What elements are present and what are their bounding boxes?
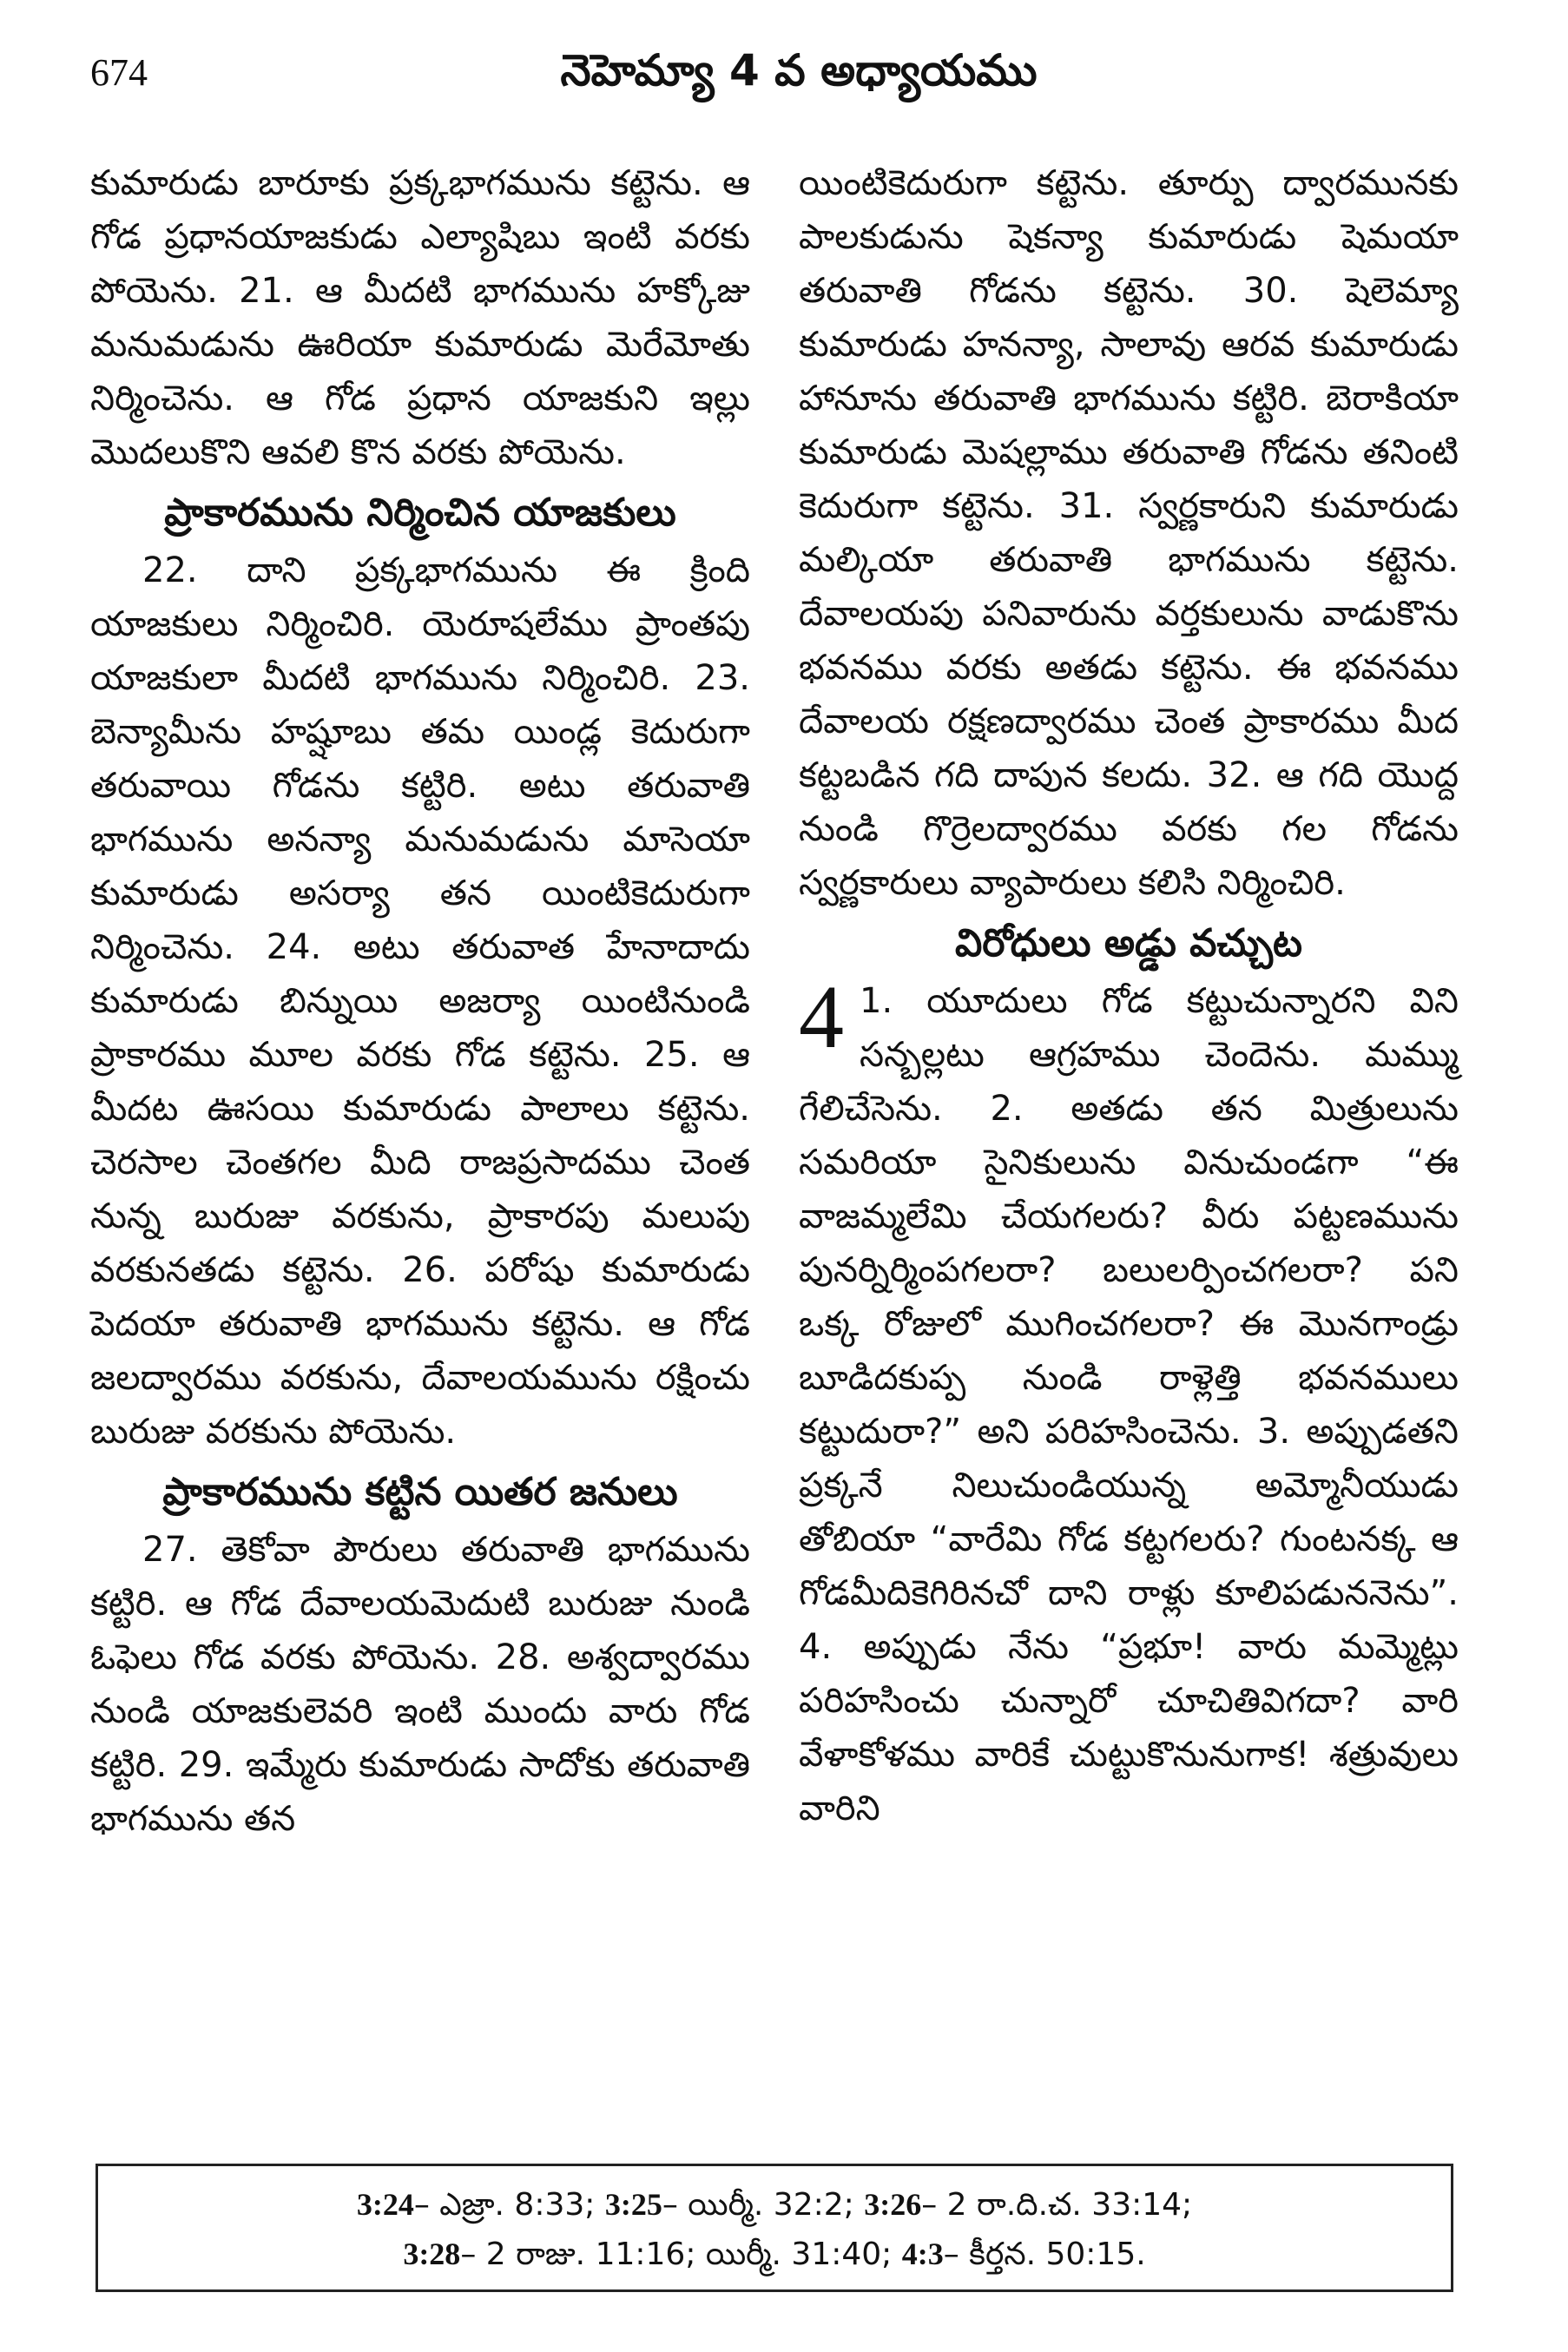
footnote-ref: 3:25	[604, 2187, 662, 2222]
right-paragraph-2: 1. యూదులు గోడ కట్టుచున్నారని విని సన్బల్లటు ఆగ్రహము చెందెను. మమ్ము గేలిచేసెను. 2. అతడు తన మిత్రులును సమరియా సైనికులును వినుచుండగా “ఈ వాజమ్మలేమి చేయగలరు? వీరు పట్టణమును పునర్నిర్మింపగలరా? బలులర్పించగలరా? పని ఒక్క రోజులో ముగించగలరా? ఈ మొనగాండ్రు బూడిదకుప్ప నుండి రాళ్లెత్తి భవనములు కట్టుదురా?” అని పరిహసించెను. 3. అప్పుడతని ప్రక్కనే నిలుచుండియున్న అమ్మోనీయుడు తోబియా “వారేమి గోడ కట్టగలరు? గుంటనక్క ఆ గోడమీదికెగిరినచో దాని రాళ్లు కూలిపడుననెను”. 4. అప్పుడు నేను “ప్రభూ! వారు మమ్మెట్లు పరిహసించు చున్నారో చూచితివిగదా? వారి వేళాకోళము వారికే చుట్టుకొనునుగాక! శత్రువులు వారిని	[799, 981, 1459, 1828]
footnote-box	[96, 2164, 1453, 2292]
footnote-text: – 2 రాజు. 11:16; యిర్మీ. 31:40;	[460, 2237, 902, 2272]
footnote-ref: 3:24	[356, 2187, 414, 2222]
footnote-ref: 3:28	[403, 2237, 461, 2271]
footnote-line-2	[115, 2230, 1433, 2279]
left-column	[90, 156, 750, 1846]
section-heading-other-builders: ప్రాకారమును కట్టిన యితర జనులు	[162, 1470, 678, 1514]
running-head: నెహెమ్యా 4 వ అధ్యాయము	[560, 45, 1038, 96]
footnote-text: – యిర్మీ. 32:2;	[662, 2187, 865, 2223]
footnote-ref: 3:26	[864, 2187, 922, 2222]
footnote-text: – కీర్తన. 50:15.	[943, 2237, 1146, 2272]
chapter-4-block	[799, 967, 1459, 1835]
page-number: 674	[90, 51, 148, 94]
section-heading-opposition: విరోధులు అడ్డు వచ్చుట	[955, 921, 1302, 965]
chapter-number: 4	[799, 967, 844, 1067]
right-paragraph-1: యింటికెదురుగా కట్టెను. తూర్పు ద్వారమునకు పాలకుడును షెకన్యా కుమారుడు షెమయా తరువాతి గోడను కట్టెను. 30. షెలెమ్యా కుమారుడు హనన్యా, సాలావు ఆరవ కుమారుడు హానూను తరువాతి భాగమును కట్టిరి. బెరాకియా కుమారుడు మెషల్లాము తరువాతి గోడను తనింటి కెదురుగా కట్టెను. 31. స్వర్ణకారుని కుమారుడు మల్కియా తరువాతి భాగమును కట్టెను. దేవాలయపు పనివారును వర్తకులును వాడుకొను భవనము వరకు అతడు కట్టెను. ఈ భవనము దేవాలయ రక్షణద్వారము చెంత ప్రాకారము మీద కట్టబడిన గది దాపున కలదు. 32. ఆ గది యొద్ద నుండి గొర్రెలద్వారము వరకు గల గోడను స్వర్ణకారులు వ్యాపారులు కలిసి నిర్మించిరి.	[799, 163, 1459, 903]
footnote-line-1	[115, 2180, 1433, 2230]
section-heading-priests: ప్రాకారమును నిర్మించిన యాజకులు	[164, 491, 676, 535]
footnote-text: – 2 రా.ది.చ. 33:14;	[921, 2187, 1193, 2223]
left-paragraph-3: 27. తెకోవా పౌరులు తరువాతి భాగమును కట్టిరి. ఆ గోడ దేవాలయమెదుటి బురుజు నుండి ఓఫెలు గోడ వరకు పోయెను. 28. అశ్వద్వారము నుండి యాజకులెవరి ఇంటి ముందు వారు గోడ కట్టిరి. 29. ఇమ్మేరు కుమారుడు సాదోకు తరువాతి భాగమును తన	[90, 1530, 750, 1839]
footnote-ref: 4:3	[901, 2237, 944, 2271]
left-paragraph-1: కుమారుడు బారూకు ప్రక్కభాగమును కట్టెను. ఆ గోడ ప్రధానయాజకుడు ఎల్యాషిబు ఇంటి వరకు పోయెను. 21. ఆ మీదటి భాగమును హక్కోజు మనుమడును ఊరియా కుమారుడు మెరేమోతు నిర్మించెను. ఆ గోడ ప్రధాన యాజకుని ఇల్లు మొదలుకొని ఆవలి కొన వరకు పోయెను.	[90, 163, 750, 472]
footnote-text: – ఎజ్రా. 8:33;	[413, 2187, 605, 2223]
right-column	[799, 156, 1459, 1835]
left-paragraph-2: 22. దాని ప్రక్కభాగమును ఈ క్రింది యాజకులు నిర్మించిరి. యెరూషలేము ప్రాంతపు యాజకులా మీదటి భాగమును నిర్మించిరి. 23. బెన్యామీను హష్షూబు తమ యిండ్ల కెదురుగా తరువాయి గోడను కట్టిరి. అటు తరువాతి భాగమును అనన్యా మనుమడును మాసెయా కుమారుడు అసర్యా తన యింటికెదురుగా నిర్మించెను. 24. అటు తరువాత హేనాదాదు కుమారుడు బిన్నుయి అజర్యా యింటినుండి ప్రాకారము మూల వరకు గోడ కట్టెను. 25. ఆ మీదట ఊసయి కుమారుడు పాలాలు కట్టెను. చెరసాల చెంతగల మీది రాజప్రసాదము చెంత నున్న బురుజు వరకును, ప్రాకారపు మలుపు వరకునతడు కట్టెను. 26. పరోషు కుమారుడు పెదయా తరువాతి భాగమును కట్టెను. ఆ గోడ జలద్వారము వరకును, దేవాలయమును రక్షించు బురుజు వరకును పోయెను.	[90, 550, 750, 1452]
